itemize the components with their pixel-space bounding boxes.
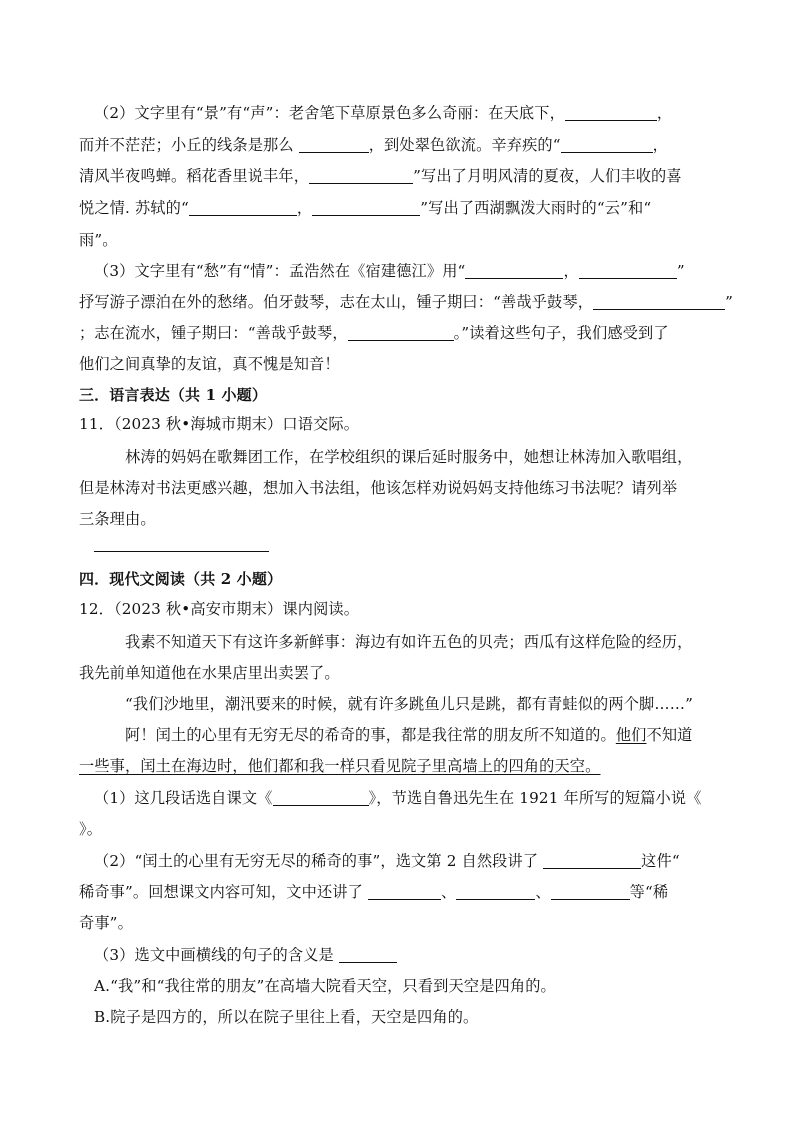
- answer-blank: [339, 946, 397, 963]
- q12-2-line-3: 奇事”。: [79, 914, 133, 932]
- passage-line-5-underlined: 一些事，闰土在海边时，他们都和我一样只看见院子里高墙上的四角的天空。: [79, 757, 601, 775]
- q2-line-3: 清风半夜鸣蝉。稻花香里说丰年， ”写出了月明风清的夏夜，人们丰收的喜: [79, 167, 682, 185]
- answer-blank: [368, 883, 441, 900]
- q2-line-2: 而并不茫茫；小丘的线条是那么 ，到处翠色欲流。辛弃疾的“ ，: [79, 136, 669, 154]
- section-heading-3: 三．语言表达（共 1 小题）: [79, 386, 267, 404]
- section-heading-4: 四．现代文阅读（共 2 小题）: [79, 570, 283, 588]
- answer-blank: [456, 883, 535, 900]
- q12-3-line: （3）选文中画横线的句子的含义是: [94, 945, 397, 965]
- q11-para-line-2: 但是林涛对书法更感兴趣，想加入书法组，他该怎样劝说妈妈支持他练习书法呢？请列举: [79, 479, 678, 497]
- passage-line-2: 我先前单知道他在水果店里出卖罢了。: [79, 664, 340, 682]
- q3-line-1: （3）文字里有“愁”有“情”：孟浩然在《宿建德江》用“ ， ”: [94, 262, 685, 280]
- q2-line-4: 悦之情. 苏轼的“ ， ”写出了西湖飘泼大雨时的“云”和“: [79, 199, 652, 217]
- q12-2-line-2: 稀奇事”。回想课文内容可知，文中还讲了 、 、 等“稀: [79, 883, 669, 901]
- q11-para-line-3: 三条理由。: [79, 510, 156, 528]
- q11-para-line-1: 林涛的妈妈在歌舞团工作，在学校组织的课后延时服务中，她想让林涛加入歌唱组，: [125, 448, 693, 466]
- answer-blank: [299, 136, 369, 153]
- option-a: A.“我”和“我往常的朋友”在高墙大院看天空，只看到天空是四角的。: [94, 977, 556, 995]
- answer-blank: [309, 167, 413, 184]
- passage-line-4: 阿！闰土的心里有无穷无尽的希奇的事，都是我往常的朋友所不知道的。他们不知道: [125, 726, 693, 744]
- option-b: B.院子是四方的，所以在院子里往上看，天空是四角的。: [94, 1008, 479, 1026]
- answer-blank: [565, 104, 657, 121]
- q3-line-4: 他们之间真挚的友谊，真不愧是知音！: [79, 355, 340, 373]
- q2-line-5: 雨”。: [79, 231, 118, 249]
- q12-2-line-1: （2）“闰土的心里有无穷无尽的稀奇的事”，选文第 2 自然段讲了 这件“: [94, 852, 680, 870]
- answer-line: [94, 551, 269, 552]
- answer-blank: [551, 883, 630, 900]
- question-11: 11．（2023 秋•海城市期末）口语交际。: [79, 415, 360, 433]
- passage-line-1: 我素不知道天下有这许多新鲜事：海边有如许五色的贝壳；西瓜有这样危险的经历，: [125, 633, 693, 651]
- answer-blank: [273, 789, 369, 806]
- answer-blank: [348, 324, 454, 341]
- question-12: 12．（2023 秋•高安市期末）课内阅读。: [79, 600, 360, 618]
- q2-line-1: （2）文字里有“景”有“声”：老舍笔下草原景色多么奇丽：在天底下， ，: [94, 104, 673, 122]
- q12-1-line-2: 》。: [79, 820, 103, 838]
- q3-line-3: ；志在流水，锺子期曰：“善哉乎鼓琴， 。”读着这些句子，我们感受到了: [79, 324, 669, 342]
- answer-blank: [579, 262, 677, 279]
- q3-line-2: 抒写游子漂泊在外的愁绪。伯牙鼓琴，志在太山，锺子期曰：“善哉乎鼓琴， ”: [79, 293, 733, 311]
- q12-1-line-1: （1）这几段话选自课文《 》，节选自鲁迅先生在 1921 年所写的短篇小说《: [94, 789, 702, 807]
- answer-blank: [593, 293, 725, 310]
- answer-blank: [465, 262, 563, 279]
- passage-line-3: “我们沙地里，潮汛要来的时候，就有许多跳鱼儿只是跳，都有青蛙似的两个脚……”: [125, 695, 693, 713]
- answer-blank: [561, 136, 653, 153]
- answer-blank: [189, 199, 297, 216]
- answer-blank: [543, 852, 641, 869]
- answer-blank: [312, 199, 420, 216]
